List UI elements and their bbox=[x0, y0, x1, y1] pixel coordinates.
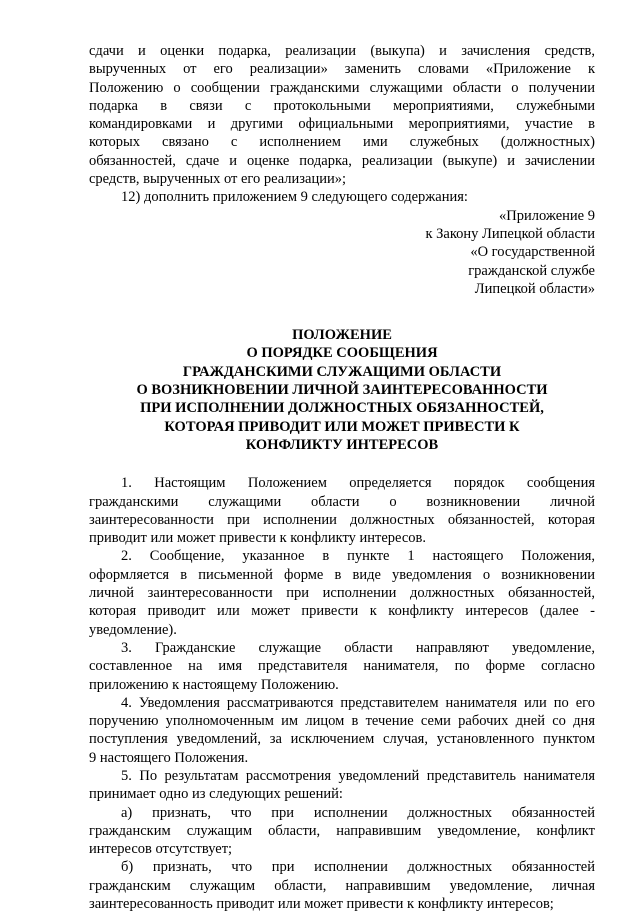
text-line: средств, вырученных от его реализации»; bbox=[89, 171, 346, 188]
text-line: а) признать, что при исполнении должностных обязанностей bbox=[121, 804, 595, 821]
text-line: поступления уведомлений, за исключением случая, установленного пунктом bbox=[89, 731, 595, 748]
title-line: КОНФЛИКТУ ИНТЕРЕСОВ bbox=[245, 436, 439, 453]
text-line: сдачи и оценки подарка, реализации (выкупа) и зачисления средств, bbox=[89, 43, 595, 59]
text-line: приложению к настоящему Положению. bbox=[89, 676, 339, 693]
text-line: 4. Уведомления рассматриваются представителем нанимателя или по его bbox=[121, 694, 595, 711]
title-line: ПРИ ИСПОЛНЕНИИ ДОЛЖНОСТНЫХ ОБЯЗАННОСТЕЙ, bbox=[140, 400, 544, 417]
paragraph-1 bbox=[89, 474, 595, 547]
text-line: составленное на имя представителя нанимателя, по форме согласно bbox=[89, 658, 595, 675]
text-line: 5. По результатам рассмотрения уведомлений представитель нанимателя bbox=[121, 767, 595, 784]
paragraph-2 bbox=[89, 547, 595, 638]
text-line: поручению уполномоченным им лицом в течение семи рабочих дней со дня bbox=[89, 713, 595, 730]
text-line: обязанностей, сдаче и оценке подарка, реализации (выкупе) и зачислении bbox=[89, 152, 595, 169]
text-line: Положению о сообщении гражданскими служащими области о получении bbox=[89, 79, 595, 96]
document-page bbox=[89, 42, 595, 913]
text-line: б) признать, что при исполнении должностных обязанностей bbox=[121, 859, 595, 876]
document-title bbox=[89, 326, 595, 454]
annex-line: к Закону Липецкой области bbox=[425, 225, 595, 242]
text-line: принимает одно из следующих решений: bbox=[89, 786, 343, 803]
text-line: которых связано с исполнением ими служебных (должностных) bbox=[89, 134, 595, 151]
item-12: 12) дополнить приложением 9 следующего содержания: bbox=[121, 189, 468, 206]
top-paragraph bbox=[89, 42, 595, 188]
text-line: 1. Настоящим Положением определяется порядок сообщения bbox=[121, 475, 595, 492]
text-line: личной заинтересованности при исполнении должностных обязанностей, bbox=[89, 585, 595, 602]
text-line: гражданским служащим области, направившим уведомление, личная bbox=[89, 877, 595, 894]
annex-header bbox=[89, 207, 595, 298]
text-line: подарка в связи с протокольными мероприятиями, служебными bbox=[89, 97, 595, 114]
text-line: 9 настоящего Положения. bbox=[89, 749, 249, 766]
text-line: которая приводит или может привести к конфликту интересов (далее - bbox=[89, 603, 595, 620]
text-line: 2. Сообщение, указанное в пункте 1 настоящего Положения, bbox=[121, 548, 595, 565]
text-line: вырученных от его реализации» заменить словами «Приложение к bbox=[89, 61, 595, 78]
title-line: КОТОРАЯ ПРИВОДИТ ИЛИ МОЖЕТ ПРИВЕСТИ К bbox=[164, 418, 520, 435]
text-line: приводит или может привести к конфликту интересов. bbox=[89, 530, 426, 547]
paragraph-4 bbox=[89, 694, 595, 767]
text-line: 3. Гражданские служащие области направляют уведомление, bbox=[121, 639, 595, 656]
text-line: командировками и другими официальными мероприятиями, участие в bbox=[89, 116, 595, 133]
text-line: заинтересованность приводит или может привести к конфликту интересов; bbox=[89, 896, 554, 913]
annex-line: Липецкой области» bbox=[474, 280, 595, 297]
title-line: ГРАЖДАНСКИМИ СЛУЖАЩИМИ ОБЛАСТИ bbox=[182, 363, 502, 380]
annex-line: гражданской службе bbox=[468, 262, 595, 279]
text-line: гражданскими служащими области о возникновении личной bbox=[89, 493, 595, 510]
subitem-a bbox=[89, 804, 595, 859]
title-line: О ПОРЯДКЕ СООБЩЕНИЯ bbox=[246, 345, 438, 362]
annex-line: «Приложение 9 bbox=[499, 207, 595, 224]
annex-line: «О государственной bbox=[470, 244, 595, 261]
paragraph-3 bbox=[89, 639, 595, 694]
title-line: О ВОЗНИКНОВЕНИИ ЛИЧНОЙ ЗАИНТЕРЕСОВАННОСТИ bbox=[136, 382, 548, 399]
text-line: уведомление). bbox=[89, 621, 177, 638]
text-line: оформляется в письменной форме в виде уведомления о возникновении bbox=[89, 566, 595, 583]
paragraph-5 bbox=[89, 767, 595, 804]
text-line: интересов отсутствует; bbox=[89, 841, 233, 858]
text-line: гражданским служащим области, направившим уведомление, конфликт bbox=[89, 822, 595, 839]
text-line: заинтересованности при исполнении должностных обязанностей, которая bbox=[89, 511, 595, 528]
title-line: ПОЛОЖЕНИЕ bbox=[292, 327, 392, 344]
